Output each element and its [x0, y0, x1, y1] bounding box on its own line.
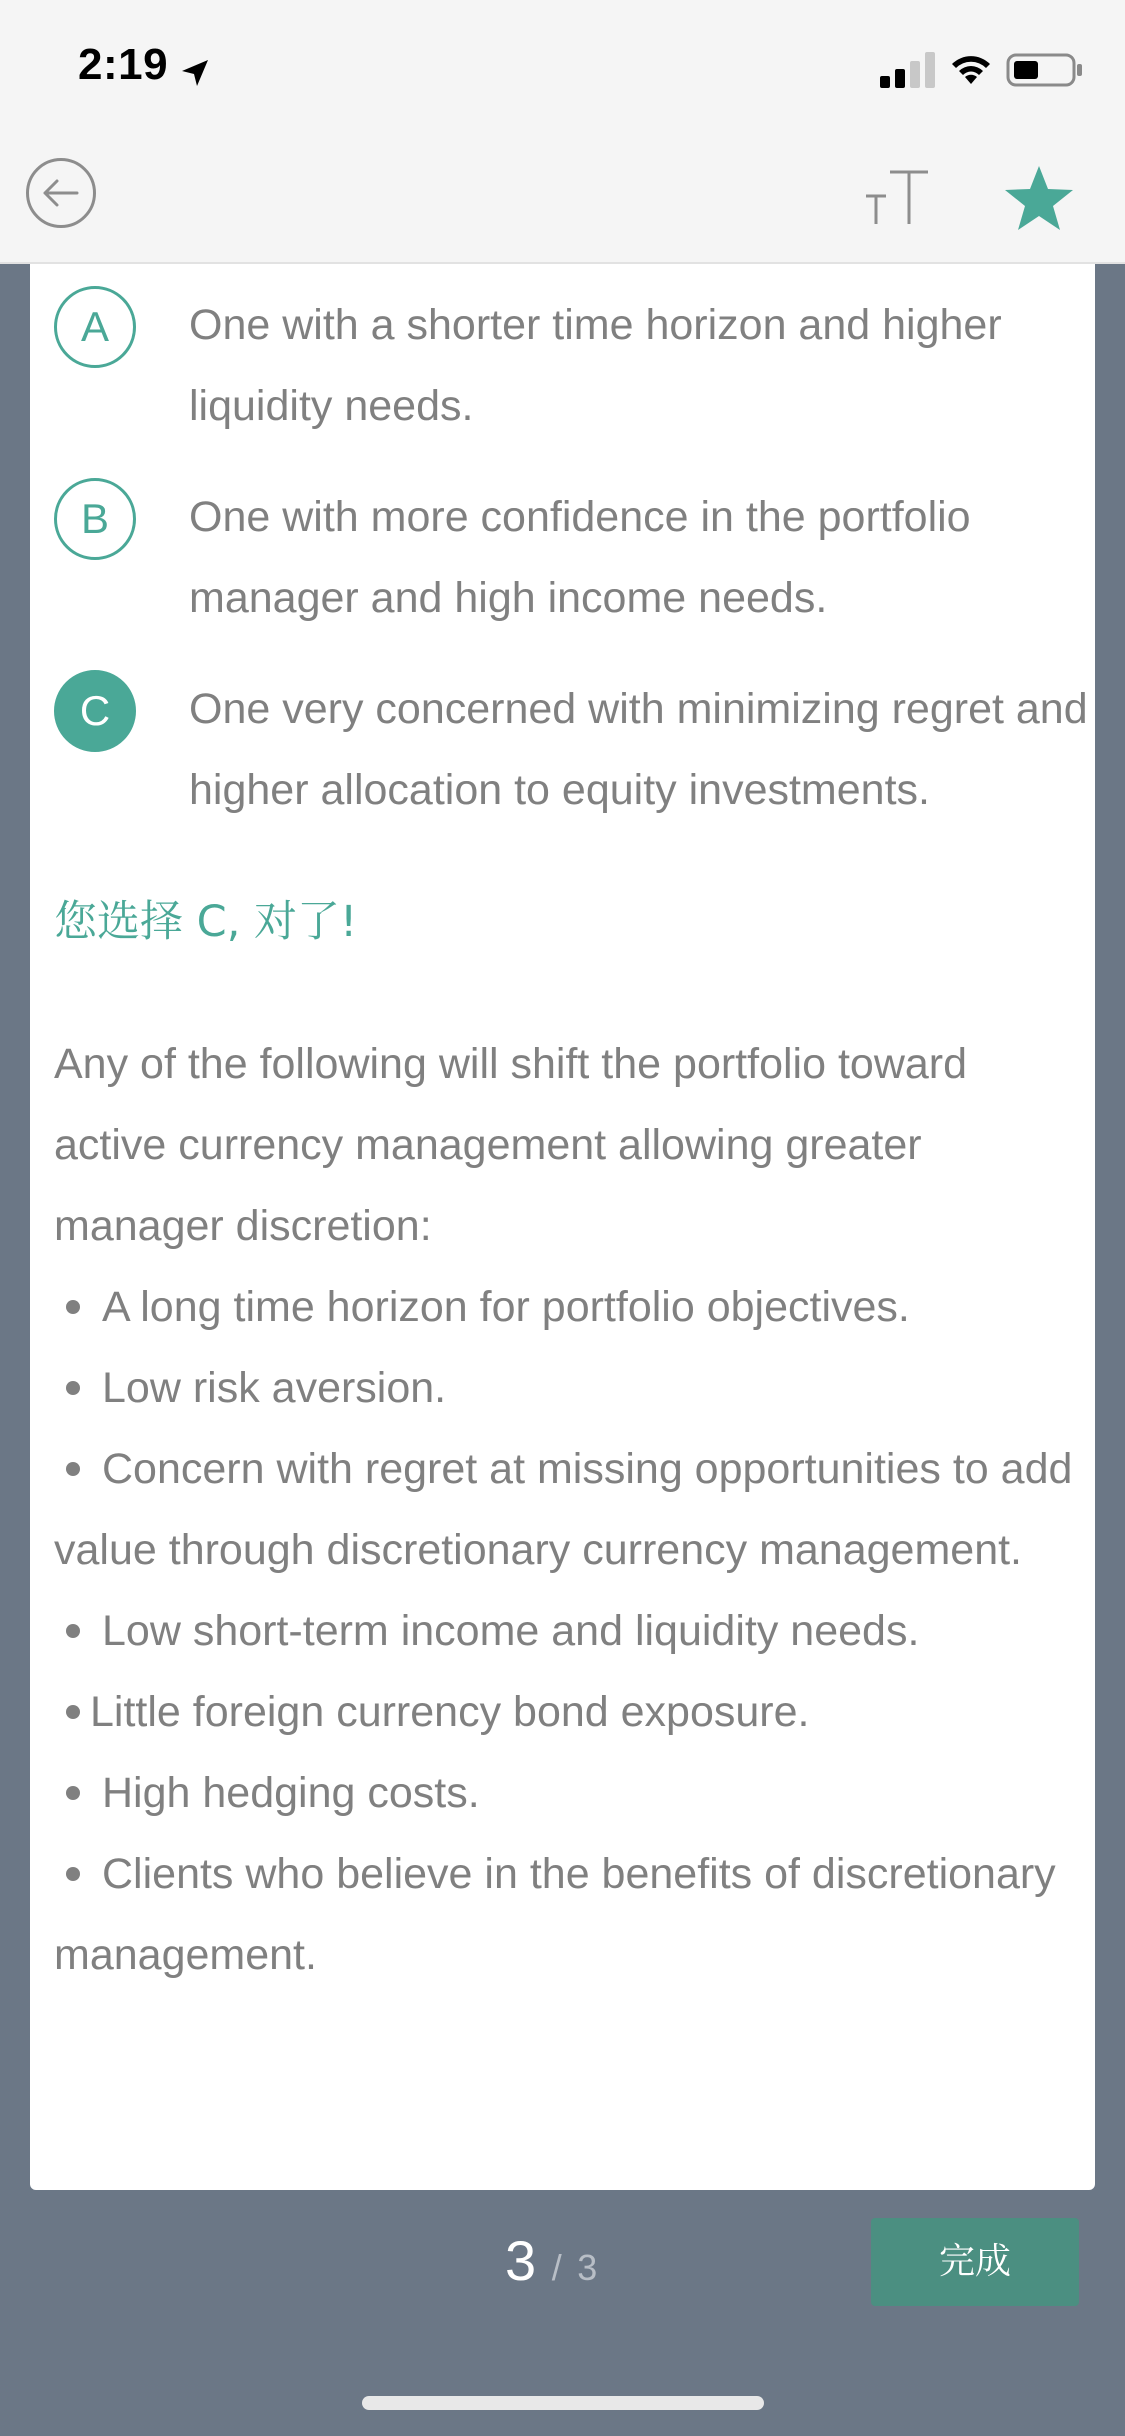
- page-separator: /: [551, 2247, 562, 2288]
- option-letter: B: [54, 478, 136, 560]
- explanation: [54, 1024, 1074, 1996]
- location-arrow-icon: [178, 56, 212, 90]
- option-letter: A: [54, 286, 136, 368]
- bullet-text: Low short-term income and liquidity needs.: [102, 1607, 920, 1655]
- bullet-dot: [66, 1462, 80, 1476]
- page-indicator: [505, 2228, 597, 2293]
- option-text: One very concerned with minimizing regret and higher allocation to equity investments.: [189, 685, 1088, 814]
- explanation-bullet: [54, 1834, 1074, 1996]
- cellular-signal-icon: [880, 52, 936, 88]
- battery-icon: [1006, 52, 1084, 88]
- bullet-text: Clients who believe in the benefits of discretionary management.: [54, 1850, 1056, 1979]
- wifi-icon: [948, 50, 994, 86]
- done-button[interactable]: 完成: [871, 2218, 1079, 2306]
- bullet-dot: [66, 1624, 80, 1638]
- bullet-text: High hedging costs.: [102, 1769, 480, 1817]
- back-button[interactable]: [26, 158, 96, 228]
- explanation-bullet: [54, 1672, 1074, 1753]
- page-total: 3: [577, 2247, 598, 2288]
- explanation-bullet: [54, 1267, 1074, 1348]
- option-letter-selected: C: [54, 670, 136, 752]
- result-message: 您选择 C, 对了!: [54, 897, 358, 947]
- page-current: 3: [505, 2229, 537, 2292]
- text-size-icon[interactable]: [862, 166, 932, 230]
- bullet-dot: [66, 1705, 80, 1719]
- explanation-bullet: [54, 1591, 1074, 1672]
- home-indicator[interactable]: [362, 2396, 764, 2410]
- top-bar: [0, 0, 1125, 264]
- question-card: [30, 264, 1095, 2190]
- bullet-dot: [66, 1867, 80, 1881]
- bullet-dot: [66, 1381, 80, 1395]
- explanation-bullet: [54, 1753, 1074, 1834]
- option-text: One with more confidence in the portfolio manager and high income needs.: [189, 493, 971, 622]
- bullet-text: Concern with regret at missing opportunities to add value through discretionary currency management.: [54, 1445, 1073, 1574]
- bullet-text: Little foreign currency bond exposure.: [90, 1688, 810, 1736]
- explanation-bullet: [54, 1348, 1074, 1429]
- bullet-dot: [66, 1300, 80, 1314]
- explanation-bullet: [54, 1429, 1074, 1591]
- star-icon[interactable]: [1003, 164, 1075, 232]
- bullet-text: Low risk aversion.: [102, 1364, 447, 1412]
- bullet-text: A long time horizon for portfolio objectives.: [102, 1283, 910, 1331]
- status-time: 2:19: [78, 40, 169, 89]
- option-text: One with a shorter time horizon and higher liquidity needs.: [189, 301, 1002, 430]
- back-arrow-icon: [29, 161, 93, 225]
- explanation-intro: Any of the following will shift the portfolio toward active currency management allowing greater manager discretion:: [54, 1040, 968, 1250]
- bullet-dot: [66, 1786, 80, 1800]
